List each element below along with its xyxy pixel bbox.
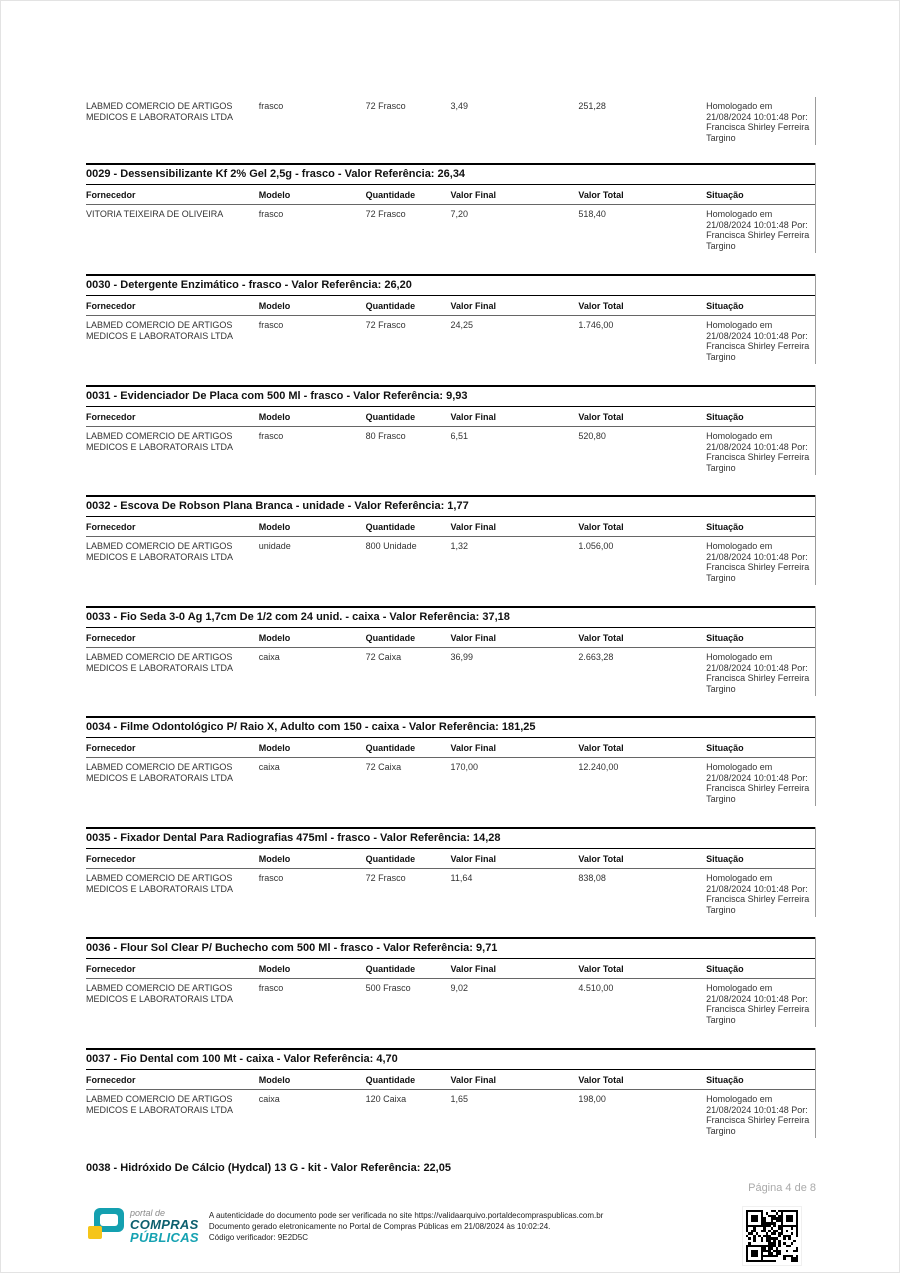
col-header-valor-final: Valor Final [450,412,497,422]
cell-quantidade: 72 Frasco [365,209,406,219]
col-header-fornecedor: Fornecedor [86,522,136,532]
cell-valor-total: 4.510,00 [578,983,614,993]
table-header-row [86,1070,815,1090]
cell-quantidade: 72 Caixa [365,762,402,772]
cell-valor-total: 12.240,00 [578,762,619,772]
item-title: 0029 - Dessensibilizante Kf 2% Gel 2,5g - frasco - Valor Referência: 26,34 [86,163,815,185]
col-header-valor-total: Valor Total [578,633,624,643]
col-header-valor-total: Valor Total [578,854,624,864]
cell-situacao: Homologado em 21/08/2024 10:01:48 Por: Francisca Shirley Ferreira Targino [706,1094,810,1136]
item-block [86,1048,816,1138]
col-header-modelo: Modelo [258,190,291,200]
logo-publicas: PÚBLICAS [130,1230,199,1246]
table-header-row [86,517,815,537]
col-header-situacao: Situação [706,301,744,311]
col-header-modelo: Modelo [258,633,291,643]
cell-fornecedor: LABMED COMERCIO DE ARTIGOS MEDICOS E LABORATORAIS LTDA [86,101,234,122]
col-header-valor-final: Valor Final [450,854,497,864]
cell-valor-final: 7,20 [450,209,469,219]
cell-modelo: frasco [258,101,284,111]
col-header-quantidade: Quantidade [365,412,416,422]
cell-situacao: Homologado em 21/08/2024 10:01:48 Por: Francisca Shirley Ferreira Targino [706,652,810,694]
cell-modelo: caixa [258,762,280,772]
cell-quantidade: 80 Frasco [365,431,406,441]
table-row [86,205,815,253]
col-header-fornecedor: Fornecedor [86,190,136,200]
col-header-valor-total: Valor Total [578,522,624,532]
cell-situacao: Homologado em 21/08/2024 10:01:48 Por: Francisca Shirley Ferreira Targino [706,983,810,1025]
cell-valor-final: 3,49 [450,101,469,111]
continuation-row-block [86,97,816,145]
cell-quantidade: 72 Caixa [365,652,402,662]
cell-quantidade: 72 Frasco [365,873,406,883]
cell-quantidade: 72 Frasco [365,320,406,330]
col-header-situacao: Situação [706,633,744,643]
col-header-situacao: Situação [706,190,744,200]
item-block [86,606,816,696]
cell-quantidade: 800 Unidade [365,541,417,551]
col-header-valor-final: Valor Final [450,190,497,200]
item-block [86,827,816,917]
footer-verifier-line: Código verificador: 9E2D5C [208,1233,309,1243]
cell-valor-total: 518,40 [578,209,606,219]
col-header-modelo: Modelo [258,854,291,864]
cell-modelo: frasco [258,209,284,219]
logo-icon [86,1206,126,1247]
col-header-valor-total: Valor Total [578,412,624,422]
cell-modelo: frasco [258,320,284,330]
item-block [86,937,816,1027]
col-header-quantidade: Quantidade [365,1075,416,1085]
cell-fornecedor: LABMED COMERCIO DE ARTIGOS MEDICOS E LABORATORAIS LTDA [86,983,234,1004]
col-header-fornecedor: Fornecedor [86,1075,136,1085]
cell-modelo: caixa [258,652,280,662]
item-title: 0034 - Filme Odontológico P/ Raio X, Adulto com 150 - caixa - Valor Referência: 181,25 [86,716,815,738]
col-header-quantidade: Quantidade [365,190,416,200]
item-title: 0036 - Flour Sol Clear P/ Buchecho com 500 Ml - frasco - Valor Referência: 9,71 [86,937,815,959]
col-header-valor-total: Valor Total [578,301,624,311]
col-header-situacao: Situação [706,412,744,422]
table-row [86,869,815,917]
cell-valor-final: 24,25 [450,320,474,330]
col-header-modelo: Modelo [258,964,291,974]
col-header-quantidade: Quantidade [365,633,416,643]
col-header-valor-total: Valor Total [578,743,624,753]
cell-modelo: frasco [258,983,284,993]
col-header-fornecedor: Fornecedor [86,743,136,753]
cell-fornecedor: LABMED COMERCIO DE ARTIGOS MEDICOS E LABORATORAIS LTDA [86,762,234,783]
cell-valor-total: 838,08 [578,873,606,883]
col-header-situacao: Situação [706,743,744,753]
col-header-valor-final: Valor Final [450,633,497,643]
table-header-row [86,738,815,758]
item-block [86,716,816,806]
col-header-modelo: Modelo [258,1075,291,1085]
logo-portal-de: portal de [130,1207,166,1218]
footer-auth-line: A autenticidade do documento pode ser verificada no site https://validaarquivo.portaldecompraspublicas.com.br [208,1211,604,1220]
cell-fornecedor: LABMED COMERCIO DE ARTIGOS MEDICOS E LABORATORAIS LTDA [86,1094,234,1115]
item-title: 0033 - Fio Seda 3-0 Ag 1,7cm De 1/2 com 24 unid. - caixa - Valor Referência: 37,18 [86,606,815,628]
footer-verification-text [209,1206,603,1244]
item-block [86,495,816,585]
col-header-situacao: Situação [706,1075,744,1085]
table-header-row [86,628,815,648]
item-block [86,163,816,253]
cell-situacao: Homologado em 21/08/2024 10:01:48 Por: Francisca Shirley Ferreira Targino [706,541,810,583]
col-header-valor-final: Valor Final [450,1075,497,1085]
cell-situacao: Homologado em 21/08/2024 10:01:48 Por: Francisca Shirley Ferreira Targino [706,101,810,143]
table-header-row [86,185,815,205]
table-row [86,97,815,145]
table-row [86,537,815,585]
cell-situacao: Homologado em 21/08/2024 10:01:48 Por: Francisca Shirley Ferreira Targino [706,209,810,251]
col-header-quantidade: Quantidade [365,743,416,753]
table-header-row [86,959,815,979]
logo-text [130,1209,199,1245]
cell-valor-total: 2.663,28 [578,652,614,662]
col-header-modelo: Modelo [258,522,291,532]
col-header-fornecedor: Fornecedor [86,964,136,974]
col-header-modelo: Modelo [258,301,291,311]
table-row [86,316,815,364]
table-header-row [86,849,815,869]
cell-valor-total: 1.746,00 [578,320,614,330]
item-block [86,1162,816,1174]
cell-valor-final: 6,51 [450,431,469,441]
cell-situacao: Homologado em 21/08/2024 10:01:48 Por: Francisca Shirley Ferreira Targino [706,873,810,915]
col-header-quantidade: Quantidade [365,522,416,532]
col-header-situacao: Situação [706,522,744,532]
cell-situacao: Homologado em 21/08/2024 10:01:48 Por: Francisca Shirley Ferreira Targino [706,431,810,473]
col-header-valor-final: Valor Final [450,522,497,532]
item-title: 0030 - Detergente Enzimático - frasco - Valor Referência: 26,20 [86,274,815,296]
cell-valor-final: 170,00 [450,762,479,772]
cell-fornecedor: VITORIA TEIXEIRA DE OLIVEIRA [86,209,224,219]
cell-fornecedor: LABMED COMERCIO DE ARTIGOS MEDICOS E LABORATORAIS LTDA [86,873,234,894]
table-header-row [86,407,815,427]
cell-valor-final: 9,02 [450,983,469,993]
qr-code [742,1206,802,1266]
col-header-situacao: Situação [706,854,744,864]
col-header-fornecedor: Fornecedor [86,633,136,643]
col-header-modelo: Modelo [258,412,291,422]
cell-valor-final: 1,65 [450,1094,469,1104]
col-header-modelo: Modelo [258,743,291,753]
item-title: 0031 - Evidenciador De Placa com 500 Ml - frasco - Valor Referência: 9,93 [86,385,815,407]
cell-fornecedor: LABMED COMERCIO DE ARTIGOS MEDICOS E LABORATORAIS LTDA [86,320,234,341]
cell-valor-total: 198,00 [578,1094,606,1104]
col-header-fornecedor: Fornecedor [86,854,136,864]
cell-fornecedor: LABMED COMERCIO DE ARTIGOS MEDICOS E LABORATORAIS LTDA [86,652,234,673]
cell-fornecedor: LABMED COMERCIO DE ARTIGOS MEDICOS E LABORATORAIS LTDA [86,431,234,452]
col-header-valor-final: Valor Final [450,301,497,311]
item-title: 0037 - Fio Dental com 100 Mt - caixa - Valor Referência: 4,70 [86,1048,815,1070]
item-block [86,274,816,364]
item-block [86,385,816,475]
cell-fornecedor: LABMED COMERCIO DE ARTIGOS MEDICOS E LABORATORAIS LTDA [86,541,234,562]
table-row [86,979,815,1027]
logo-compras: COMPRAS [130,1216,199,1232]
cell-valor-total: 1.056,00 [578,541,614,551]
cell-valor-final: 11,64 [450,873,473,883]
col-header-quantidade: Quantidade [365,854,416,864]
footer [86,1206,816,1266]
cell-modelo: frasco [258,431,284,441]
item-title: 0035 - Fixador Dental Para Radiografias 475ml - frasco - Valor Referência: 14,28 [86,827,815,849]
col-header-quantidade: Quantidade [365,964,416,974]
col-header-quantidade: Quantidade [365,301,416,311]
cell-valor-total: 251,28 [578,101,606,111]
col-header-valor-total: Valor Total [578,190,624,200]
table-header-row [86,296,815,316]
item-title: 0032 - Escova De Robson Plana Branca - unidade - Valor Referência: 1,77 [86,495,815,517]
cell-valor-total: 520,80 [578,431,606,441]
table-row [86,758,815,806]
col-header-fornecedor: Fornecedor [86,412,136,422]
col-header-valor-total: Valor Total [578,1075,624,1085]
cell-modelo: caixa [258,1094,280,1104]
cell-modelo: unidade [258,541,291,551]
col-header-fornecedor: Fornecedor [86,301,136,311]
footer-generated-line: Documento gerado eletronicamente no Portal de Compras Públicas em 21/08/2024 às 10:02:24. [208,1222,551,1232]
cell-quantidade: 500 Frasco [365,983,411,993]
item-title: 0038 - Hidróxido De Cálcio (Hydcal) 13 G - kit - Valor Referência: 22,05 [86,1162,451,1174]
table-row [86,1090,815,1138]
col-header-valor-final: Valor Final [450,743,497,753]
page-number: Página 4 de 8 [748,1182,816,1194]
cell-situacao: Homologado em 21/08/2024 10:01:48 Por: Francisca Shirley Ferreira Targino [706,320,810,362]
table-row [86,648,815,696]
cell-situacao: Homologado em 21/08/2024 10:01:48 Por: Francisca Shirley Ferreira Targino [706,762,810,804]
cell-modelo: frasco [258,873,284,883]
cell-valor-final: 1,32 [450,541,469,551]
col-header-situacao: Situação [706,964,744,974]
cell-quantidade: 120 Caixa [365,1094,407,1104]
col-header-valor-total: Valor Total [578,964,624,974]
cell-quantidade: 72 Frasco [365,101,406,111]
table-row [86,427,815,475]
cell-valor-final: 36,99 [450,652,474,662]
col-header-valor-final: Valor Final [450,964,497,974]
portal-compras-publicas-logo [86,1206,199,1247]
